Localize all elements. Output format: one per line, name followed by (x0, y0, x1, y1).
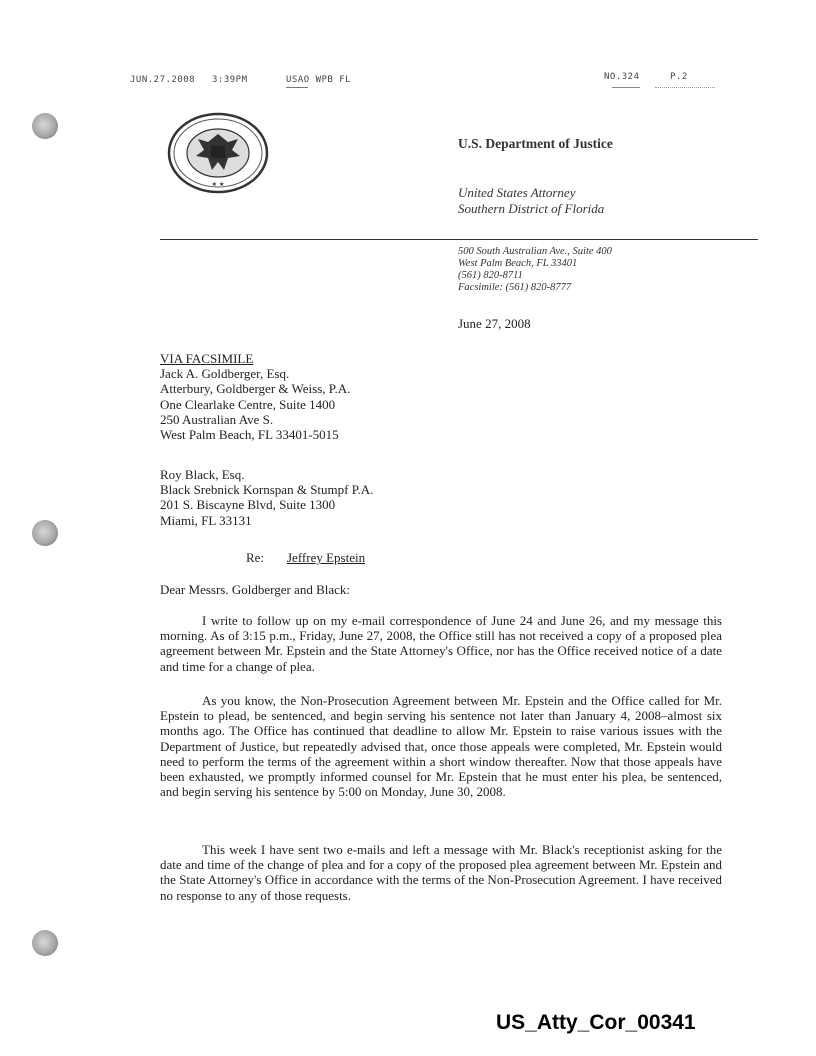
body-paragraph-3 (160, 842, 722, 903)
letter-date: June 27, 2008 (458, 316, 531, 331)
office-line-2: Southern District of Florida (458, 201, 605, 216)
fax-sender: USAO WPB FL (286, 75, 352, 85)
fax-date: JUN.27.2008 (130, 75, 196, 85)
address-line: 500 South Australian Ave., Suite 400 (458, 246, 612, 257)
body-paragraph-1 (160, 613, 722, 674)
via-label: VIA FACSIMILE (160, 351, 254, 366)
recipient-line: Black Srebnick Kornspan & Stumpf P.A. (160, 482, 374, 498)
recipient-line: Atterbury, Goldberger & Weiss, P.A. (160, 381, 351, 397)
doj-seal (166, 112, 270, 194)
salutation: Dear Messrs. Goldberger and Black: (160, 582, 351, 597)
fax-time: 3:39PM (212, 75, 248, 85)
punch-hole (32, 930, 58, 956)
fax-mark (612, 87, 640, 88)
recipient-line: Miami, FL 33131 (160, 512, 252, 528)
recipient-line: One Clearlake Centre, Suite 1400 (160, 396, 336, 412)
body-paragraph-2 (160, 693, 722, 799)
letterhead-rule (160, 239, 758, 240)
paragraph-text: As you know, the Non-Prosecution Agreement between Mr. Epstein and the Office called for Mr. Epstein to plead, be sentenced, and begin serving his sentence not later than January 4, 2008–almost six months ago. The Office has continued that deadline to allow Mr. Epstein to raise various issues with the Department of Justice, but repeatedly advised that, once those appeals were completed, Mr. Epstein would need to perform the terms of the agreement within a short window thereafter. Now that those appeals have been exhausted, we promptly informed counsel for Mr. Epstein that he must enter his plea, be sentenced, and begin serving his sentence by 5:00 on Monday, June 30, 2008. (160, 693, 722, 800)
re-subject (287, 550, 365, 565)
fax-number: NO.324 (604, 72, 640, 82)
re-subject-text: Jeffrey Epstein (287, 550, 366, 565)
office-address (458, 246, 612, 294)
department-name: U.S. Department of Justice (458, 136, 613, 151)
bates-number: US_Atty_Cor_00341 (496, 1011, 696, 1034)
fax-underline (286, 87, 308, 88)
fax-page: P.2 (670, 72, 688, 82)
address-line: West Palm Beach, FL 33401 (458, 258, 578, 269)
recipient-block-1 (160, 351, 350, 442)
recipient-line: 201 S. Biscayne Blvd, Suite 1300 (160, 497, 336, 513)
recipient-line: Roy Black, Esq. (160, 467, 245, 482)
punch-hole (32, 520, 58, 546)
svg-text:★ ★: ★ ★ (211, 181, 225, 188)
recipient-line: Jack A. Goldberger, Esq. (160, 366, 290, 382)
paragraph-text: I write to follow up on my e-mail correspondence of June 24 and June 26, and my message this morning. As of 3:15 p.m., Friday, June 27, 2008, the Office still has not received a copy of a proposed plea agreement between Mr. Epstein and the State Attorney's Office, nor has the Office received notice of a date and time for a change of plea. (160, 613, 722, 674)
re-label: Re: (246, 550, 265, 565)
via-facsimile (160, 351, 350, 366)
recipient-line: 250 Australian Ave S. (160, 411, 274, 427)
recipient-block-2 (160, 467, 373, 528)
punch-hole (32, 113, 58, 139)
address-line: (561) 820-8711 (458, 270, 523, 281)
paragraph-text: This week I have sent two e-mails and left a message with Mr. Black's receptionist asking for the date and time of the change of plea and for a copy of the proposed plea agreement between Mr. Epstein and the State Attorney's Office in accordance with the terms of the Non-Prosecution Agreement. I have received no response to any of those requests. (160, 842, 722, 903)
office-line-1: United States Attorney (458, 185, 576, 200)
fax-mark (655, 87, 715, 88)
address-line: Facsimile: (561) 820-8777 (458, 282, 572, 293)
recipient-line: West Palm Beach, FL 33401-5015 (160, 427, 339, 443)
